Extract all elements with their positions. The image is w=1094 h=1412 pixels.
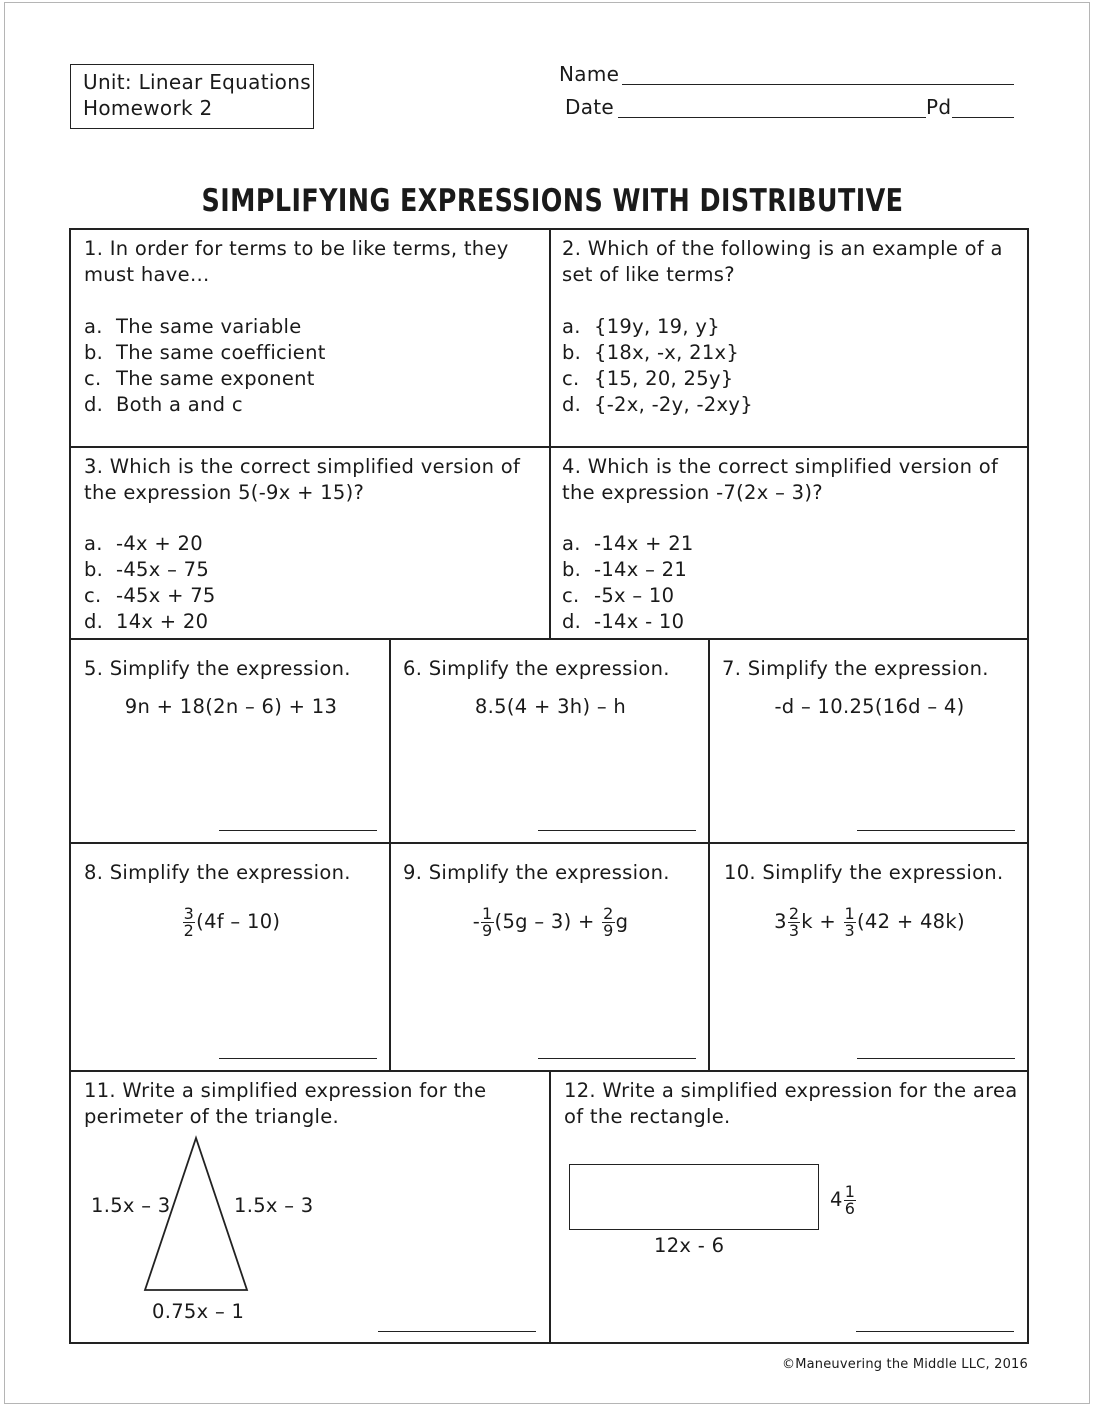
q10-whole: 3 [774,910,787,933]
option-text: {15, 20, 25y} [594,367,734,390]
question-10-answer-line[interactable] [857,1058,1015,1059]
q11-line2: perimeter of the triangle. [84,1105,340,1128]
question-11-cell [69,1070,551,1344]
question-10-cell [708,842,1029,1072]
q9-fraction-1 [481,906,493,939]
triangle-left-side-label: 1.5x – 3 [91,1194,171,1217]
question-3-prompt [84,454,520,506]
option-text: -5x – 10 [594,584,675,607]
triangle-base-label: 0.75x – 1 [152,1300,245,1323]
question-6-expression: 8.5(4 + 3h) – h [474,695,627,718]
option-letter: a. [84,532,103,555]
name-line[interactable] [622,84,1014,85]
option-letter: d. [84,393,104,416]
triangle-right-side-label: 1.5x – 3 [234,1194,314,1217]
q1-option-a[interactable] [84,314,326,340]
q1-options [84,314,326,418]
option-text: The same variable [116,315,302,338]
question-9-prompt: 9. Simplify the expression. [403,861,670,884]
q3-option-d[interactable] [84,609,216,635]
q2-line2: set of like terms? [562,263,735,286]
pd-line[interactable] [952,117,1014,118]
worksheet-title: SIMPLIFYING EXPRESSIONS WITH DISTRIBUTIVE [201,183,904,219]
question-12-cell [549,1070,1029,1344]
rectangle-width-label: 12x - 6 [654,1234,725,1257]
pd-label: Pd [926,95,952,119]
q2-option-d[interactable] [562,392,753,418]
q9-negative: - [472,910,481,933]
q4-option-b[interactable] [562,557,694,583]
q2-line1: 2. Which of the following is an example of a [562,237,1003,260]
q9-middle: (5g – 3) + [494,910,602,933]
question-9-cell [389,842,710,1072]
option-letter: c. [84,367,102,390]
q12-line2: of the rectangle. [564,1105,731,1128]
option-letter: d. [562,610,582,633]
option-letter: b. [562,341,582,364]
q8-fraction [183,906,195,939]
q8-rest: (4f – 10) [196,910,281,933]
rectangle-height-label [830,1184,857,1217]
q4-options [562,531,694,635]
q2-option-c[interactable] [562,366,753,392]
question-4-prompt [562,454,998,506]
option-letter: a. [562,315,581,338]
q8-denominator: 2 [183,921,195,940]
q9-numerator-2: 2 [603,904,614,923]
option-letter: c. [84,584,102,607]
option-letter: b. [562,558,582,581]
q1-option-c[interactable] [84,366,326,392]
q9-denominator-1: 9 [482,921,493,940]
height-whole: 4 [830,1188,843,1211]
question-6-prompt: 6. Simplify the expression. [403,657,670,680]
option-text: -14x - 10 [594,610,685,633]
rectangle-figure [569,1164,819,1230]
q9-tail: g [615,910,629,933]
option-letter: b. [84,341,104,364]
q1-option-d[interactable] [84,392,326,418]
copyright-footer: ©Maneuvering the Middle LLC, 2016 [782,1357,1028,1372]
q2-option-a[interactable] [562,314,753,340]
q1-option-b[interactable] [84,340,326,366]
question-7-answer-line[interactable] [857,830,1015,831]
option-letter: d. [562,393,582,416]
height-denominator: 6 [844,1199,856,1218]
q3-line2: the expression 5(-9x + 15)? [84,481,365,504]
question-2-cell [549,228,1029,448]
q10-denominator-2: 3 [844,921,856,940]
question-8-prompt: 8. Simplify the expression. [84,861,351,884]
question-5-prompt: 5. Simplify the expression. [84,657,351,680]
q4-line1: 4. Which is the correct simplified version of [562,455,999,478]
option-text: -45x – 75 [116,558,210,581]
q12-line1: 12. Write a simplified expression for the area [564,1079,1018,1102]
q1-line2: must have… [84,263,210,286]
option-text: {18x, -x, 21x} [594,341,740,364]
q2-options [562,314,753,418]
option-letter: a. [84,315,103,338]
question-7-cell [708,638,1029,844]
q10-numerator-1: 2 [788,904,800,923]
q10-middle: k + [801,910,843,933]
question-11-prompt [84,1078,486,1130]
option-text: 14x + 20 [116,610,209,633]
option-letter: a. [562,532,581,555]
option-text: The same exponent [116,367,315,390]
date-label: Date [565,95,615,119]
name-label: Name [559,62,620,86]
q4-option-d[interactable] [562,609,694,635]
q3-options [84,531,216,635]
question-8-answer-line[interactable] [219,1058,377,1059]
question-5-answer-line[interactable] [219,830,377,831]
q10-fraction-1 [788,906,800,939]
question-7-prompt: 7. Simplify the expression. [722,657,989,680]
q3-option-c[interactable] [84,583,216,609]
height-numerator: 1 [844,1182,856,1201]
q4-option-c[interactable] [562,583,694,609]
q10-numerator-2: 1 [844,904,856,923]
question-9-expression [391,906,710,939]
q10-tail: (42 + 48k) [857,910,965,933]
question-10-expression [710,906,1029,939]
option-text: -4x + 20 [116,532,203,555]
question-11-answer-line[interactable] [378,1331,536,1332]
q8-numerator: 3 [183,904,195,923]
option-text: {-2x, -2y, -2xy} [594,393,753,416]
q3-option-a[interactable] [84,531,216,557]
question-5-expression: 9n + 18(2n – 6) + 13 [124,695,338,718]
q9-fraction-2 [602,906,614,939]
q4-line2: the expression -7(2x – 3)? [562,481,823,504]
question-8-cell [69,842,391,1072]
q1-line1: 1. In order for terms to be like terms, they [84,237,509,260]
option-letter: c. [562,584,580,607]
homework-label: Homework 2 [83,96,213,120]
option-text: The same coefficient [116,341,326,364]
unit-label: Unit: Linear Equations [83,70,311,94]
question-4-cell [549,446,1029,640]
question-2-prompt [562,236,1003,288]
q9-numerator-1: 1 [482,904,493,923]
unit-box [70,64,314,129]
question-8-expression [71,906,391,939]
q3-line1: 3. Which is the correct simplified version of [84,455,521,478]
q3-option-b[interactable] [84,557,216,583]
q4-option-a[interactable] [562,531,694,557]
height-fraction [844,1184,856,1217]
q10-denominator-1: 3 [788,921,800,940]
option-text: -45x + 75 [116,584,216,607]
q2-option-b[interactable] [562,340,753,366]
date-line[interactable] [618,117,926,118]
question-1-cell [69,228,551,448]
option-text: Both a and c [116,393,243,416]
question-9-answer-line[interactable] [538,1058,696,1059]
option-text: -14x + 21 [594,532,694,555]
question-1-prompt [84,236,509,288]
q11-line1: 11. Write a simplified expression for the [84,1079,487,1102]
question-7-expression: -d – 10.25(16d – 4) [774,695,965,718]
q10-fraction-2 [844,906,856,939]
question-5-cell [69,638,391,844]
question-3-cell [69,446,551,640]
option-letter: d. [84,610,104,633]
question-6-cell [389,638,710,844]
question-6-answer-line[interactable] [538,830,696,831]
option-text: {19y, 19, y} [594,315,720,338]
option-letter: b. [84,558,104,581]
q9-denominator-2: 9 [603,921,614,940]
option-letter: c. [562,367,580,390]
question-12-prompt [564,1078,1018,1130]
option-text: -14x – 21 [594,558,688,581]
question-10-prompt: 10. Simplify the expression. [724,861,1004,884]
question-12-answer-line[interactable] [856,1331,1014,1332]
